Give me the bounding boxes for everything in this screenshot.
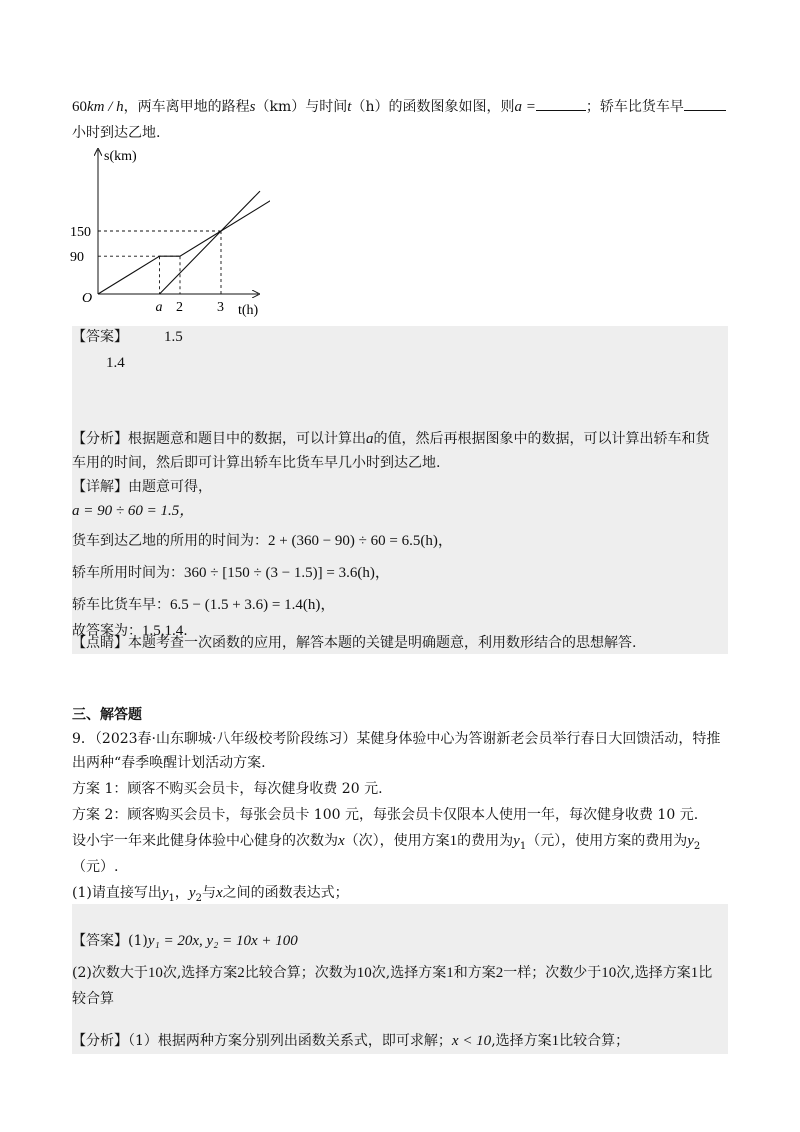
detail-line-4: [72, 562, 390, 584]
answer2-n10c: 10: [601, 965, 617, 981]
answer2-t-b: 次,选择方案: [162, 965, 238, 981]
q9-l7-x: x: [215, 885, 223, 901]
comment-text-line: [72, 632, 636, 654]
answer2-line-2: [72, 962, 712, 984]
answer2-analysis: [72, 1030, 629, 1052]
answer2-n10b: 10: [356, 965, 372, 981]
answer2-n2a: 2: [237, 965, 245, 981]
analysis-line-1: [72, 428, 710, 450]
q9-text-5b: （次），使用方案: [344, 833, 450, 849]
q9-y2-sub: 2: [693, 840, 701, 852]
answer2-analysis-n: 1: [551, 1033, 560, 1049]
x-tick-label-3: 3: [217, 300, 224, 315]
q8-text-line2: 小时到达乙地.: [72, 125, 161, 141]
detail-eq-5: 6.5 − (1.5 + 3.6) = 1.4(h)，: [170, 597, 336, 613]
q9-line-5: [72, 830, 700, 858]
answer2-analysis-label: 【分析】: [72, 1033, 128, 1049]
q9-l7-y1: y: [161, 885, 169, 901]
answer2-n1b: 1: [690, 965, 699, 981]
q8-speed: 60: [72, 99, 87, 115]
answer-value-2: 1.4: [106, 355, 125, 371]
detail-text-3: 货车到达乙地的所用的时间为：: [72, 533, 268, 549]
x-axis-label: t(h): [238, 303, 259, 318]
answer-label-1: 【答案】: [72, 329, 128, 345]
q8-h-unit: （h）: [351, 99, 389, 115]
q8-km-unit: （km）: [255, 99, 306, 115]
q8-text-c: 的函数图象如图，则: [388, 99, 515, 115]
q9-l7-y1-sub: 1: [168, 892, 175, 904]
q9-line-7: (1)请直接写出$y_1$，$y_2$与x之间的函数表达式；: [72, 885, 349, 904]
series-line-2: [160, 191, 261, 294]
x-tick-label-2: 2: [176, 300, 183, 315]
q9-line-2: 出两种“春季唤醒计划活动方案.: [72, 755, 266, 771]
origin-label: O: [82, 291, 93, 306]
analysis-a-var: a: [366, 431, 374, 447]
detail-text-5: 轿车比货车早：: [72, 597, 170, 613]
answer2-t-d: 次,选择方案: [371, 965, 447, 981]
detail-eq-1: a = 90 ÷ 60 = 1.5，: [72, 503, 195, 519]
answer2-t-h: 比: [698, 965, 713, 981]
analysis-label-1: 【分析】: [72, 431, 128, 447]
section-title: 三、解答题: [72, 707, 142, 723]
q8-s-var: s: [249, 99, 256, 115]
answer-value-1: 1.5: [164, 329, 183, 345]
detail-answer-values: 1.5,1.4: [142, 623, 184, 639]
q9-x-var: x: [338, 833, 345, 849]
y-tick-label-150: 150: [70, 225, 91, 240]
q9-text-5a: 设小宇一年来此健身体验中心健身的次数为: [72, 833, 338, 849]
detail-line-5: [72, 594, 335, 616]
function-graph: [70, 140, 270, 320]
q9-line-4: 方案 2：顾客购买会员卡，每张会员卡 100 元，每张会员卡仅限本人使用一年，每次健身收费 10 元.: [72, 807, 699, 823]
answer-box-1: [72, 326, 728, 380]
q9-l7-y2: y: [188, 885, 196, 901]
answer2-analysis-ineq: x < 10: [451, 1033, 492, 1049]
answer2-t-c: 比较合算；次数为: [244, 965, 357, 981]
q9-line-3: 方案 1：顾客不购买会员卡，每次健身收费 20 元.: [72, 781, 383, 797]
answer2-line-1: [72, 930, 298, 952]
q9-plan-one: 1: [449, 833, 458, 849]
series-line-1: [98, 200, 270, 295]
q8-blank-b[interactable]: [684, 96, 726, 111]
comment-label: 【点睛】: [72, 635, 128, 651]
answer2-analysis-c: 比较合算；: [559, 1033, 630, 1049]
detail-text-4: 轿车所用时间为：: [72, 565, 184, 581]
q9-line-6: （元）.: [72, 859, 119, 875]
answer2-label: 【答案】: [72, 933, 128, 949]
detail-eq-3: 2 + (360 − 90) ÷ 60 = 6.5(h)，: [268, 533, 453, 549]
detail-text-6: 故答案为：: [72, 623, 142, 639]
q9-text-7c: 之间的函数表达式；: [222, 885, 349, 901]
answer2-n2b: 2: [495, 965, 504, 981]
detail-period: .: [183, 623, 188, 639]
answer2-t-e: 和方案: [453, 965, 496, 981]
detail-eq-4: 360 ÷ [150 ÷ (3 − 1.5)] = 3.6(h)，: [184, 565, 390, 581]
analysis-text-1b: 的值，然后再根据图象中的数据，可以计算出轿车和货: [373, 431, 710, 447]
q9-y1-sub: 1: [519, 840, 527, 852]
answer2-line-3: 较合算: [72, 991, 114, 1007]
answer2-n1a: 1: [446, 965, 454, 981]
detail-line-3: [72, 530, 453, 552]
q9-line-1: 9．（2023春·山东聊城·八年级校考阶段练习）某健身体验中心为答谢新老会员举行春日大回馈活动，特推: [72, 731, 721, 747]
q8-text-d: ；轿车比货车早: [585, 99, 684, 115]
q9-y1-var: y: [513, 833, 520, 849]
answer2-analysis-b: ,选择方案: [491, 1033, 552, 1049]
answer2-t-a: (2)次数大于: [72, 965, 148, 981]
q8-speed-unit: km / h: [87, 99, 124, 115]
q8-blank-a[interactable]: [536, 96, 586, 111]
answer2-part1: (1): [128, 933, 148, 949]
answer2-t-g: 次,选择方案: [616, 965, 691, 981]
detail-text-1: 由题意可得，: [128, 479, 212, 495]
x-tick-label-a: a: [155, 300, 163, 315]
answer2-t-f: 一样；次数少于: [503, 965, 602, 981]
q9-text-5c: 的费用为: [457, 833, 514, 849]
analysis-text-1a: 根据题意和题目中的数据，可以计算出: [128, 431, 366, 447]
q8-line-1: [72, 96, 726, 118]
q9-l7-y2-sub: 2: [195, 892, 202, 904]
q8-text-b: 与时间: [305, 99, 348, 115]
detail-label: 【详解】: [72, 479, 128, 495]
answer2-analysis-a: （1）根据两种方案分别列出函数关系式，即可求解；: [128, 1033, 452, 1049]
q8-a-eq: a =: [514, 99, 536, 115]
y-tick-label-90: 90: [70, 250, 84, 266]
q9-y2-var: y: [687, 833, 694, 849]
answer2-n10a: 10: [147, 965, 163, 981]
q9-text-7a: (1)请直接写出: [72, 885, 162, 901]
q9-text-5d: （元），使用方案的费用为: [526, 833, 688, 849]
detail-line-1: [72, 476, 212, 498]
y-axis-label: s(km): [104, 149, 137, 164]
q8-text-a: ，两车离甲地的路程: [123, 99, 250, 115]
answer2-eq1: y₁ = 20x, y₂ = 10x + 100: [147, 933, 298, 949]
comment-text: 本题考查一次函数的应用，解答本题的关键是明确题意，利用数形结合的思想解答.: [128, 635, 637, 651]
analysis-line-2: 车用的时间，然后即可计算出轿车比货车早几小时到达乙地.: [72, 455, 441, 471]
q8-t-var: t: [347, 99, 352, 115]
q9-text-7b: 与: [201, 885, 216, 901]
